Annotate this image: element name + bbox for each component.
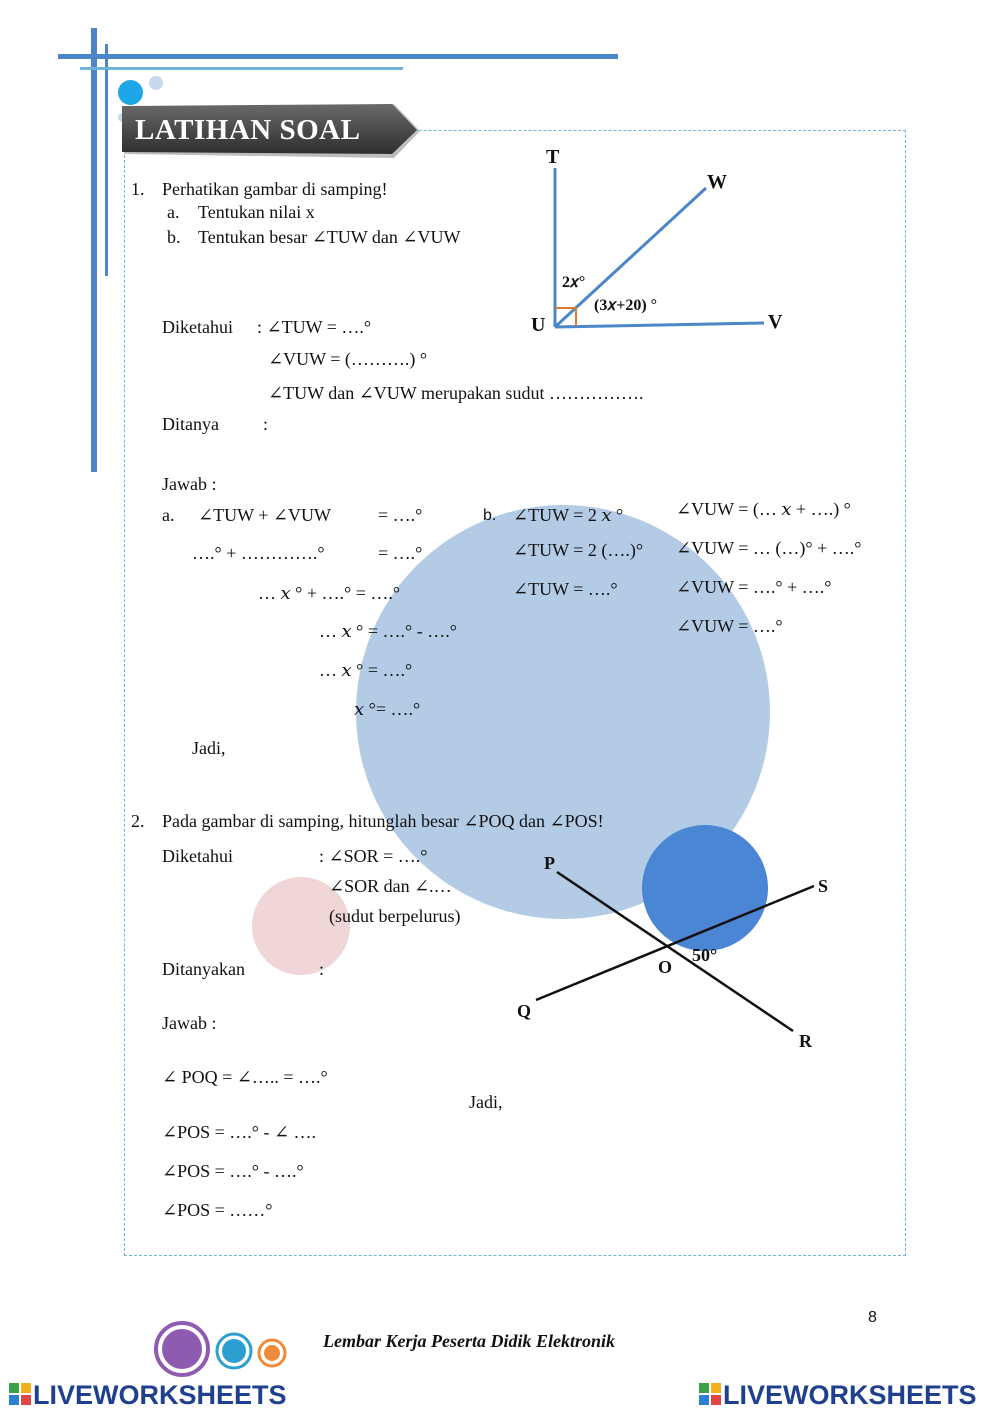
- line-QS: [536, 886, 814, 1000]
- line-PR: [557, 872, 793, 1031]
- q2-line4: ∠POS = ……°: [162, 1200, 273, 1220]
- decor-bar-horizontal-2: [80, 67, 403, 70]
- q2-diketahui-label: Diketahui: [162, 846, 233, 866]
- q2-angle-label: 50°: [692, 945, 718, 965]
- q1-a-line4: … 𝑥 ° = ….° - ….°: [319, 621, 457, 641]
- ray-UV: [555, 323, 764, 327]
- q1-part-a: Tentukan nilai x: [198, 202, 315, 222]
- q1-c-line4: ∠VUW = ….°: [676, 616, 783, 636]
- q2-label-P: P: [544, 853, 555, 873]
- q2-prompt: Pada gambar di samping, hitunglah besar ∠POQ dan ∠POS!: [162, 811, 604, 831]
- q2-diketahui-2: ∠SOR dan ∠.…: [329, 876, 452, 896]
- q1-a-line3: … 𝑥 ° + ….° = ….°: [258, 583, 401, 603]
- q1-b-line3: ∠TUW = ….°: [513, 579, 618, 599]
- q1-angle-figure: [520, 140, 800, 340]
- q1-a-line1-left: ∠TUW + ∠VUW: [198, 505, 331, 525]
- q1-jadi: Jadi,: [192, 738, 226, 758]
- decor-bar-horizontal-1: [58, 54, 618, 59]
- q1-a-line2-left: ….° + ………….°: [192, 543, 325, 563]
- q1-a-line5: … 𝑥 ° = ….°: [319, 660, 413, 680]
- q1-c-line2: ∠VUW = … (…)° + ….°: [676, 538, 862, 558]
- footer-circles-logo: [153, 1318, 293, 1380]
- decor-bar-vertical-2: [105, 44, 108, 276]
- q1-b-line1: ∠TUW = 2 𝑥 °: [513, 505, 624, 525]
- q1-diketahui-label: Diketahui: [162, 317, 233, 337]
- q1-a-line1-right: = ….°: [378, 505, 423, 525]
- q2-jadi: Jadi,: [469, 1092, 503, 1112]
- q1-part-a-letter: a.: [167, 202, 180, 222]
- page-number: 8: [868, 1309, 877, 1326]
- q2-line2: ∠POS = ….° - ∠ ….: [162, 1122, 317, 1142]
- q1-label-V: V: [768, 311, 783, 333]
- q1-b-letter: b.: [483, 507, 497, 524]
- q1-diketahui-1: : ∠TUW = ….°: [257, 317, 372, 337]
- q2-label-O: O: [658, 957, 673, 977]
- q1-part-b-letter: b.: [167, 227, 181, 247]
- q1-ditanya-colon: :: [263, 414, 269, 434]
- liveworksheets-logo-icon-right: [699, 1383, 721, 1405]
- q1-jawab-label: Jawab :: [162, 474, 217, 494]
- q1-angle-VUW-label: (3𝑥+20) °: [594, 297, 658, 314]
- q2-ditanyakan-label: Ditanyakan: [162, 959, 245, 979]
- page-title: LATIHAN SOAL: [135, 114, 361, 146]
- footer-subtitle: Lembar Kerja Peserta Didik Elektronik: [323, 1331, 615, 1351]
- q1-ditanya-label: Ditanya: [162, 414, 219, 434]
- decor-dot-small: [149, 76, 163, 90]
- liveworksheets-logo-icon-left: [9, 1383, 31, 1405]
- q1-part-b: Tentukan besar ∠TUW dan ∠VUW: [198, 227, 461, 247]
- q2-line3: ∠POS = ….° - ….°: [162, 1161, 304, 1181]
- q1-a-line2-right: = ….°: [378, 543, 423, 563]
- q2-diketahui-1: : ∠SOR = ….°: [319, 846, 428, 866]
- q1-diketahui-3: ∠TUW dan ∠VUW merupakan sudut …………….: [268, 383, 644, 403]
- q2-number: 2.: [131, 811, 145, 831]
- decor-dot-large: [118, 80, 143, 105]
- q1-label-T: T: [546, 146, 560, 168]
- q1-a-line6: 𝑥 °= ….°: [354, 699, 421, 719]
- q2-label-Q: Q: [517, 1001, 532, 1021]
- liveworksheets-brand-left: LIVEWORKSHEETS: [33, 1380, 287, 1410]
- liveworksheets-brand-right: LIVEWORKSHEETS: [723, 1380, 977, 1410]
- q1-label-U: U: [531, 314, 546, 336]
- q1-a-letter: a.: [162, 505, 175, 525]
- q1-c-line3: ∠VUW = ….° + ….°: [676, 577, 832, 597]
- q2-jawab-label: Jawab :: [162, 1013, 217, 1033]
- q2-line1: ∠ POQ = ∠….. = ….°: [162, 1067, 328, 1087]
- q2-label-R: R: [799, 1031, 812, 1051]
- q1-prompt: Perhatikan gambar di samping!: [162, 179, 388, 199]
- q1-angle-TUW-label: 2𝑥°: [562, 274, 586, 291]
- q1-diketahui-2: ∠VUW = (……….) °: [268, 349, 428, 369]
- q2-diketahui-3: (sudut berpelurus): [329, 906, 461, 926]
- q2-intersecting-lines-figure: [520, 850, 820, 1040]
- decor-bar-vertical-1: [91, 28, 97, 472]
- q2-ditanyakan-colon: :: [319, 959, 325, 979]
- q1-c-line1: ∠VUW = (… 𝑥 + ….) °: [676, 499, 851, 519]
- q2-label-S: S: [818, 876, 829, 896]
- q1-label-W: W: [707, 171, 727, 193]
- q1-b-line2: ∠TUW = 2 (….)°: [513, 540, 644, 560]
- q1-number: 1.: [131, 179, 145, 199]
